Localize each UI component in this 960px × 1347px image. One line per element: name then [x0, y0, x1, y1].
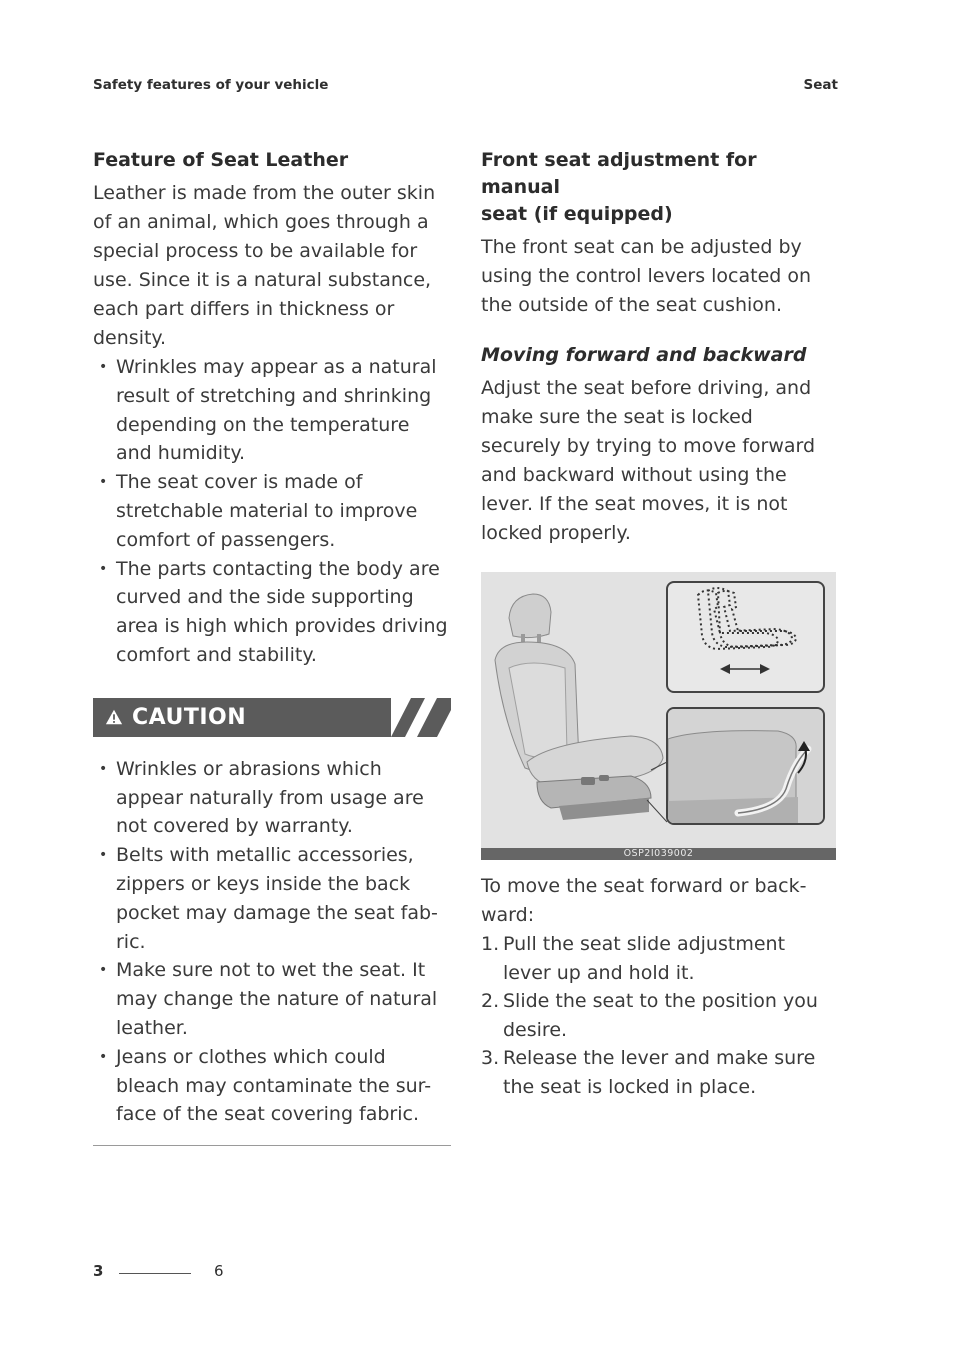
- leather-intro: Leather is made from the outer skin of an animal, which goes through a special process to be available for use. Since it is a natural substance, each part differs in thickness or density.: [93, 182, 436, 349]
- footer-page-number: 6: [214, 1262, 224, 1280]
- leather-section-title: Feature of Seat Leather: [93, 149, 349, 171]
- manual-seat-intro: The front seat can be adjusted by using the control levers located on the outside of the seat cushion.: [481, 236, 812, 316]
- caution-stripes: [391, 698, 451, 737]
- footer-section-number: 3: [93, 1262, 104, 1280]
- running-header-section: Safety features of your vehicle: [93, 77, 329, 93]
- list-item: 3. Release the lever and make sure the seat is locked in place.: [481, 1047, 816, 1098]
- seat-outline-icon: [668, 583, 823, 691]
- warning-triangle-icon: [105, 708, 123, 726]
- figure-caption: OSP2I039002: [481, 848, 836, 860]
- list-item: • Wrinkles or abrasions which appear naturally from usage are not covered by warranty.: [93, 755, 451, 841]
- list-item: • Make sure not to wet the seat. It may change the nature of natural leather.: [93, 956, 451, 1042]
- lever-closeup-icon: [668, 709, 823, 823]
- caution-end-rule: [93, 1145, 451, 1146]
- left-column: [93, 147, 451, 1146]
- steps-intro: To move the seat forward or back- ward:: [481, 875, 807, 926]
- list-item: • Wrinkles may appear as a natural result of stretching and shrinking depending on the temperature and humidity.: [93, 353, 451, 468]
- leather-bullet-list: [93, 353, 451, 670]
- caution-title: CAUTION: [132, 704, 247, 730]
- footer-divider: [119, 1273, 191, 1274]
- caution-bullet-list: [93, 755, 451, 1129]
- seat-adjustment-figure: [481, 572, 836, 860]
- right-column: [481, 147, 836, 1101]
- running-header-topic: Seat: [803, 77, 838, 93]
- list-item: • The seat cover is made of stretchable material to improve comfort of passengers.: [93, 468, 451, 554]
- moving-paragraph: Adjust the seat before driving, and make sure the seat is locked securely by trying to move forward and backward without using the lever. If the seat moves, it is not locked properly.: [481, 377, 816, 544]
- list-item: • The parts contacting the body are curved and the side supporting area is high which provides driving comfort and stability.: [93, 555, 451, 670]
- moving-subtitle: Moving forward and backward: [481, 344, 807, 366]
- lever-closeup-inset: [666, 707, 825, 825]
- steps-list: [481, 930, 836, 1101]
- manual-seat-title: Front seat adjustment for manual seat (if equipped): [481, 149, 757, 225]
- list-item: 2. Slide the seat to the position you desire.: [481, 990, 818, 1041]
- list-item: • Jeans or clothes which could bleach may contaminate the sur- face of the seat covering fabric.: [93, 1043, 451, 1129]
- caution-banner: [93, 698, 451, 737]
- list-item: 1. Pull the seat slide adjustment lever up and hold it.: [481, 933, 786, 984]
- seat-direction-inset: [666, 581, 825, 693]
- list-item: • Belts with metallic accessories, zippers or keys inside the back pocket may damage the seat fab- ric.: [93, 841, 451, 956]
